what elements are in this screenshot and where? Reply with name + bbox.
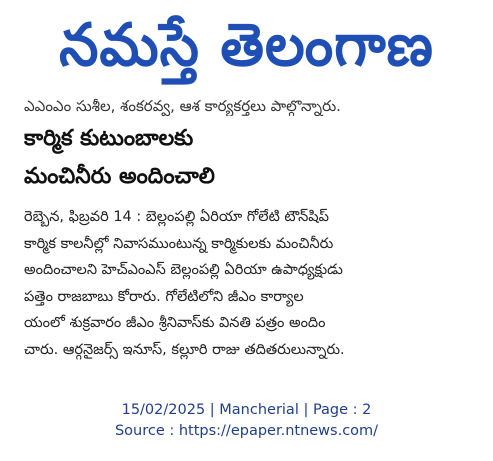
article-headline-line-2: మంచినీరు అందించాలి bbox=[24, 164, 215, 189]
article-body-line: అందించాలని హెచ్ఎంఎస్ బెల్లంపల్లి ఏరియా ఉపాధ్యక్షుడు bbox=[24, 262, 343, 279]
article-body-line: యంలో శుక్రవారం జీఎం శ్రీనివాస్‌కు వినతి పత్రం అందిం bbox=[24, 315, 326, 332]
article-headline-line-1: కార్మిక కుటుంబాలకు bbox=[24, 126, 194, 151]
article-body-line: కార్మిక కాలనీల్లో నివాసముంటున్న కార్మికులకు మంచినీరు bbox=[24, 235, 334, 252]
edition-info: 15/02/2025 | Mancherial | Page : 2 bbox=[121, 402, 372, 418]
article-body-line: పత్తెం రాజబాబు కోరారు. గోలేటిలోని జీఎం కార్యాల bbox=[24, 288, 304, 305]
article-body-line: రెబ్బెన, ఫిబ్రవరి 14 : బెల్లంపల్లి ఏరియా గోలేటి టౌన్‌షిప్ bbox=[24, 209, 329, 225]
source-link[interactable]: Source : https://epaper.ntnews.com/ bbox=[114, 423, 379, 439]
newspaper-masthead: నమస్తే తెలంగాణ bbox=[59, 11, 434, 80]
article-body-line: చారు. ఆర్గనైజర్స్ ఇనూస్, కల్లూరి రాజు తదితరులున్నారు. bbox=[24, 341, 345, 358]
previous-article-fragment: ఎఎంఎం సుశీల, శంకరవ్వ, ఆశ కార్యకర్తలు పాల్గొన్నారు. bbox=[24, 97, 341, 115]
article-body bbox=[24, 204, 470, 364]
